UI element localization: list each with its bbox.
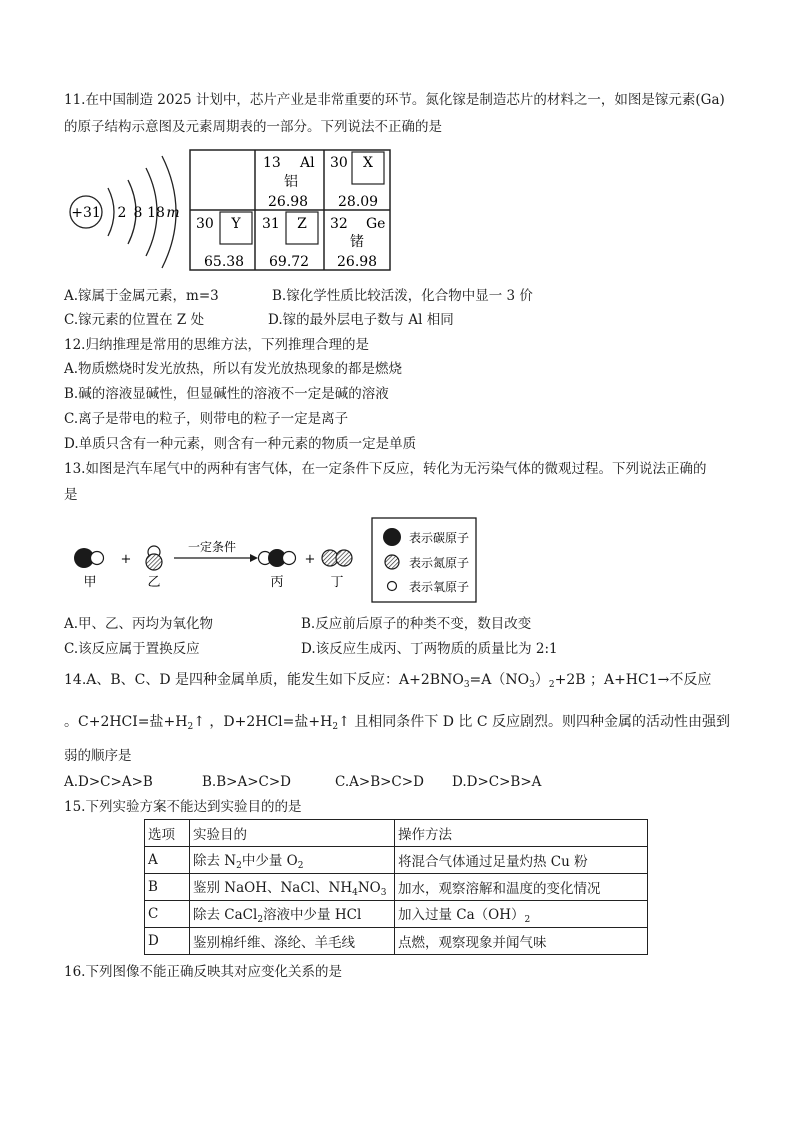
nucleus-charge: +31 [71,205,101,221]
q13-option-d: D.该反应生成丙、丁两物质的质量比为 2:1 [301,641,558,657]
q16-stem: 16.下列图像不能正确反映其对应变化关系的是 [64,964,342,980]
shell-arc-1 [108,188,114,236]
y-symbol: Y [231,216,241,232]
header-option: 选项 [145,820,190,847]
molecule-bing [259,549,296,567]
shell-1-count: 2 [117,205,127,221]
x-symbol: X [363,155,373,171]
q14-option-c: C.A>B>C>D [335,774,424,790]
ge-name: 锗 [350,234,364,250]
al-mass: 26.98 [268,194,309,210]
table-row [145,928,648,955]
row-method: 将混合气体通过足量灼热 Cu 粉 [395,847,648,874]
ge-number: 32 [330,216,348,232]
al-symbol: Al [300,155,315,171]
table-header-row [145,820,648,847]
q15-experiment-table [144,819,648,955]
shell-3-count: 18 [147,205,165,221]
q13-option-a: A.甲、乙、丙均为氧化物 [64,616,214,632]
label-jia: 甲 [83,575,97,590]
q13-reaction-diagram [64,514,484,606]
legend-oxygen-label: 表示氧原子 [409,580,470,594]
row-purpose: 鉴别 NaOH、NaCl、$NH_4NO_3$ [190,874,395,901]
q13-stem-line2: 是 [64,487,78,503]
z-mass: 69.72 [269,254,310,270]
q14-stem-line2: 。C+2HCI=盐$+H_2↑$ ，D+2HCl=盐$+H_2↑$ 且相同条件下 D 比 C 反应剧烈。则四种金属的活动性由强到 [64,714,730,732]
plus-sign-2: + [304,552,316,567]
label-bing: 丙 [270,575,284,590]
molecule-yi [146,546,162,570]
q14-option-a: A.D>C>A>B [64,774,153,790]
q15-stem: 15.下列实验方案不能达到实验目的的是 [64,799,302,815]
molecule-ding [322,550,352,566]
legend-carbon-swatch [383,528,401,546]
q11-option-b: B.镓化学性质比较活泼，化合物中显一 3 价 [272,288,533,304]
reaction-condition: 一定条件 [187,540,237,554]
q11-option-d: D.镓的最外层电子数与 Al 相同 [268,312,454,328]
x-number: 30 [330,155,348,171]
q14-stem-line1: 14.A、B、C、D 是四种金属单质，能发生如下反应：$A+2BNO_3=A(NO_3)_2+2B$ ；A+HC1→不反应 [64,672,712,690]
q14-option-b: B.B>A>C>D [202,774,291,790]
y-mass: 65.38 [204,254,245,270]
x-mass: 28.09 [338,194,379,210]
label-ding: 丁 [330,575,344,590]
label-yi: 乙 [147,575,161,590]
table-row [145,874,648,901]
q11-option-c: C.镓元素的位置在 Z 处 [64,312,205,328]
legend-carbon-label: 表示碳原子 [409,531,470,545]
table-row [145,847,648,874]
legend-oxygen-swatch [388,582,397,591]
z-symbol: Z [297,216,307,232]
q13-stem-line1: 13.如图是汽车尾气中的两种有害气体，在一定条件下反应，转化为无污染气体的微观过程。下列说法正确的 [64,461,707,477]
row-method: 加入过量 $Ca(OH)_2$ [395,901,648,928]
reaction-legend [372,518,476,602]
q11-option-a: A.镓属于金属元素，m=3 [64,288,219,304]
z-number: 31 [262,216,280,232]
q11-stem-line1: 11.在中国制造 2025 计划中，芯片产业是非常重要的环节。氮化镓是制造芯片的材料之一，如图是镓元素(Ga) [64,92,725,108]
legend-nitrogen-label: 表示氮原子 [409,556,470,570]
row-method: 加水，观察溶解和温度的变化情况 [395,874,648,901]
reaction-arrowhead [250,554,258,562]
periodic-table-fragment [190,150,390,270]
atom-structure-diagram [70,156,180,268]
q11-stem-line2: 的原子结构示意图及元素周期表的一部分。下列说法不正确的是 [64,119,442,135]
row-option: D [145,928,190,955]
header-method: 操作方法 [395,820,648,847]
shell-2-count: 8 [133,205,143,221]
row-option: A [145,847,190,874]
row-purpose: 除去 CaCl$_2$溶液中少量 HCl [190,901,395,928]
ge-mass: 26.98 [337,254,378,270]
q12-option-c: C.离子是带电的粒子，则带电的粒子一定是离子 [64,411,349,427]
q14-option-d: D.D>C>B>A [452,774,542,790]
row-purpose: 除去 $N_2$中少量 $O_2$ [190,847,395,874]
al-number: 13 [263,155,281,171]
al-name: 铝 [284,174,298,190]
row-method: 点燃，观察现象并闻气味 [395,928,648,955]
row-purpose: 鉴别棉纤维、涤纶、羊毛线 [190,928,395,955]
q13-option-b: B.反应前后原子的种类不变，数目改变 [301,616,532,632]
ge-symbol: Ge [366,216,386,232]
q13-option-c: C.该反应属于置换反应 [64,641,200,657]
row-option: B [145,874,190,901]
q12-option-b: B.碱的溶液显碱性，但显碱性的溶液不一定是碱的溶液 [64,386,389,402]
molecule-jia [74,548,104,568]
q14-stem-line3: 弱的顺序是 [64,748,132,764]
legend-nitrogen-swatch [385,555,399,569]
header-purpose: 实验目的 [190,820,395,847]
plus-sign-1: + [120,552,132,567]
q12-stem: 12.归纳推理是常用的思维方法，下列推理合理的是 [64,337,369,353]
y-number: 30 [196,216,214,232]
shell-4-count: m [166,205,180,221]
row-option: C [145,901,190,928]
q11-figure [62,146,402,274]
q12-option-a: A.物质燃烧时发光放热，所以有发光放热现象的都是燃烧 [64,361,403,377]
q12-option-d: D.单质只含有一种元素，则含有一种元素的物质一定是单质 [64,436,417,452]
table-row [145,901,648,928]
